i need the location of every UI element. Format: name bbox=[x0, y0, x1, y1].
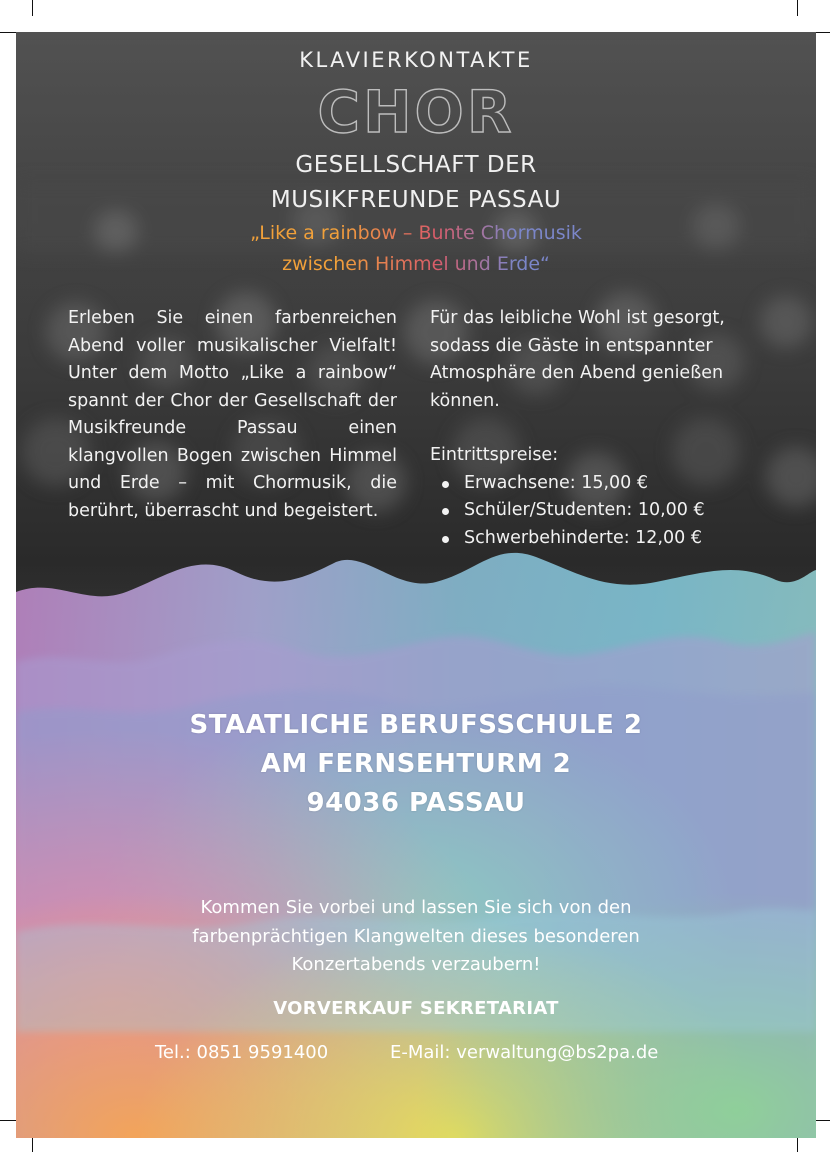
venue-line-2: AM FERNSEHTURM 2 bbox=[260, 749, 572, 779]
venue-address bbox=[16, 706, 816, 823]
crop-mark bbox=[814, 32, 830, 33]
price-item-students: Schüler/Studenten: 10,00 € bbox=[440, 497, 762, 525]
crop-mark bbox=[0, 1120, 16, 1121]
svg-text:CHOR: CHOR bbox=[317, 80, 515, 142]
organization-line-1: GESELLSCHAFT DER bbox=[295, 152, 537, 178]
organization-name bbox=[16, 148, 816, 218]
prices-heading: Eintrittspreise: bbox=[430, 445, 559, 465]
invitation-text: Kommen Sie vorbei und lassen Sie sich von den farbenprächtigen Klangwelten dieses besonderen Konzertabends verzaubern! bbox=[192, 897, 640, 975]
chor-outline-title bbox=[16, 80, 816, 142]
crop-mark bbox=[814, 1120, 830, 1121]
kicker-title: KLAVIERKONTAKTE bbox=[299, 48, 533, 72]
concert-motto bbox=[216, 218, 616, 280]
organization-line-2: MUSIKFREUNDE PASSAU bbox=[270, 187, 562, 213]
price-item-adults: Erwachsene: 15,00 € bbox=[440, 470, 762, 498]
crop-mark bbox=[797, 1138, 798, 1152]
venue-line-1: STAATLICHE BERUFSSCHULE 2 bbox=[189, 710, 643, 740]
intro-paragraph: Erleben Sie einen farbenreichen Abend voller musikalischer Vielfalt! Unter dem Motto „Like a rainbow“ spannt der Chor der Gesellschaft der Musikfreunde Passau einen klangvollen Bogen zwischen Himmel und Erde – mit Chormusik, die berührt, überrascht und begeistert. bbox=[68, 308, 397, 521]
price-list bbox=[430, 470, 762, 553]
motto-line-1: „Like a rainbow – Bunte Chormusik bbox=[250, 222, 582, 244]
info-column bbox=[430, 305, 762, 552]
concert-poster bbox=[16, 32, 816, 1138]
presale-heading: VORVERKAUF SEKRETARIAT bbox=[273, 998, 559, 1019]
catering-paragraph: Für das leibliche Wohl ist gesorgt, sodass die Gäste in entspannter Atmosphäre den Abend genießen können. bbox=[430, 308, 725, 411]
crop-mark bbox=[32, 0, 33, 16]
email-address[interactable]: E-Mail: verwaltung@bs2pa.de bbox=[390, 1042, 659, 1063]
price-item-disabled: Schwerbehinderte: 12,00 € bbox=[440, 525, 762, 553]
crop-mark bbox=[797, 0, 798, 16]
venue-line-3: 94036 PASSAU bbox=[306, 788, 526, 818]
crop-mark bbox=[0, 32, 16, 33]
phone-number: Tel.: 0851 9591400 bbox=[155, 1042, 329, 1063]
motto-line-2: zwischen Himmel und Erde“ bbox=[282, 253, 550, 275]
crop-mark bbox=[32, 1138, 33, 1152]
